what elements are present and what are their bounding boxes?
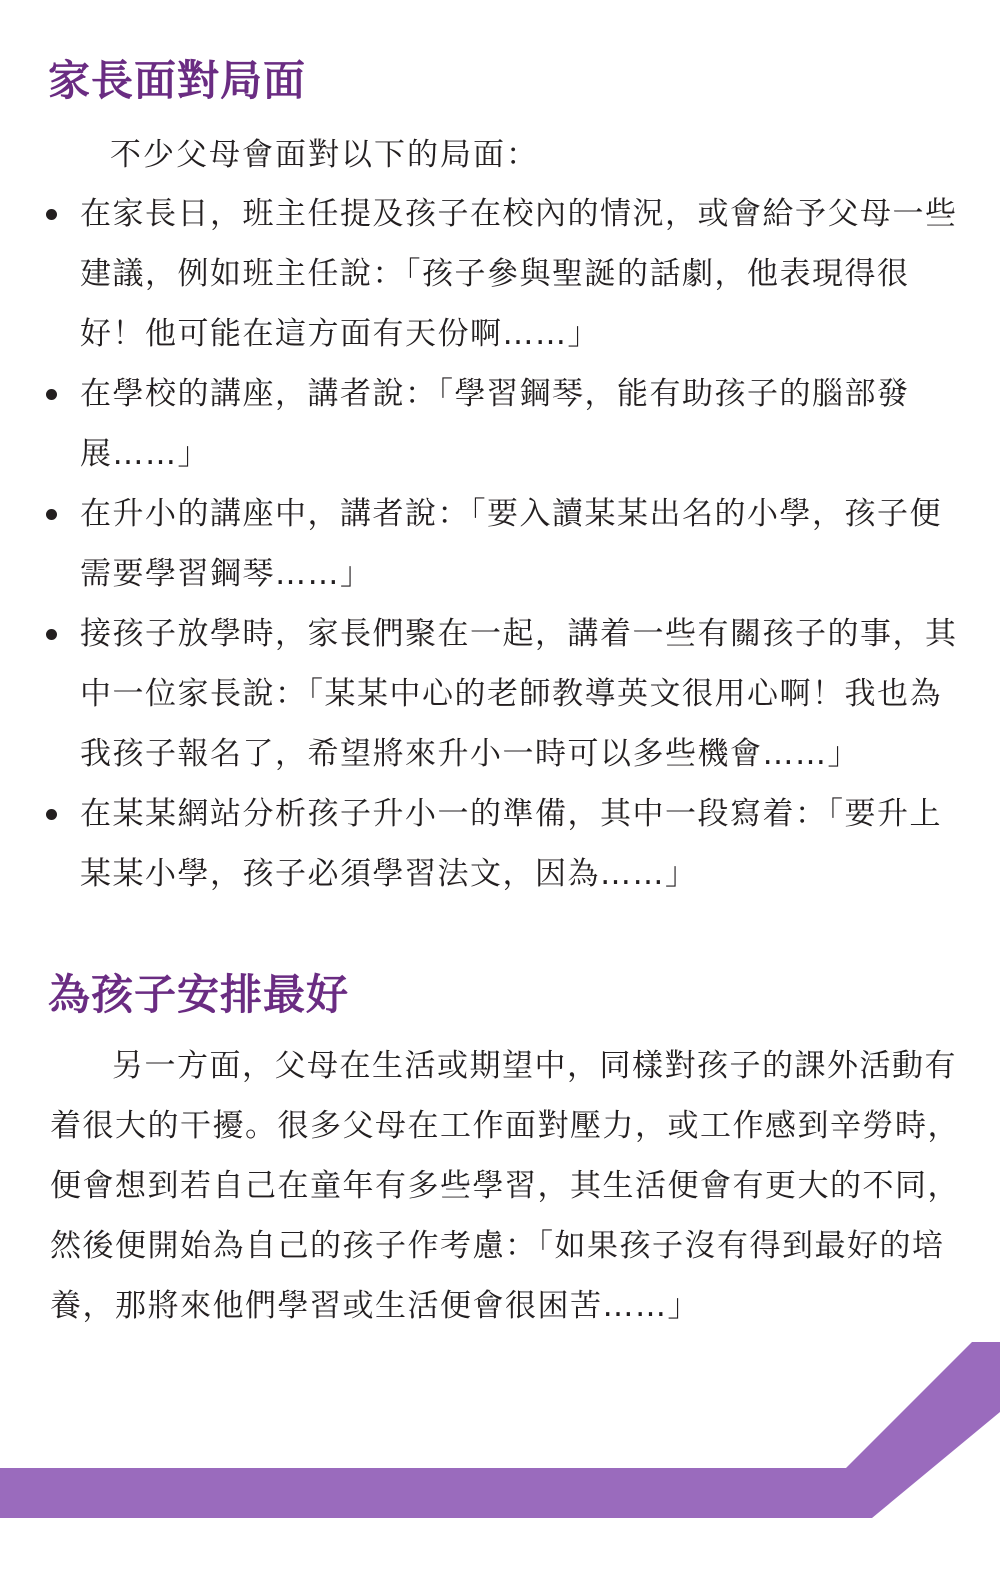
section-heading-parents-situations: 家長面對局面 xyxy=(48,56,307,105)
bullet-line: 需要學習鋼琴……」 xyxy=(80,556,373,592)
bullet-line: 中一位家長說：「某某中心的老師教導英文很用心啊！我也為 xyxy=(80,676,942,712)
bullet-line: 在升小的講座中，講者說：「要入讀某某出名的小學，孩子便 xyxy=(80,496,942,532)
bullet-line: 在學校的講座，講者說：「學習鋼琴，能有助孩子的腦部發 xyxy=(80,376,910,412)
paragraph-line: 着很大的干擾。很多父母在工作面對壓力，或工作感到辛勞時， xyxy=(50,1108,960,1144)
bullet-line: 建議，例如班主任說：「孩子參與聖誕的話劇，他表現得很 xyxy=(80,256,910,292)
bullet-line: 某某小學，孩子必須學習法文，因為……」 xyxy=(80,856,698,892)
bullet-line: 在家長日，班主任提及孩子在校內的情況，或會給予父母一些 xyxy=(80,196,958,232)
paragraph-line: 然後便開始為自己的孩子作考慮：「如果孩子沒有得到最好的培 xyxy=(50,1228,945,1264)
paragraph-line: 另一方面，父母在生活或期望中，同樣對孩子的課外活動有 xyxy=(112,1048,957,1084)
bullet-line: 好！他可能在這方面有天份啊……」 xyxy=(80,316,600,352)
paragraph-line: 便會想到若自己在童年有多些學習，其生活便會有更大的不同， xyxy=(50,1168,960,1204)
purple-band xyxy=(0,1342,1000,1518)
section-heading-arrange-best: 為孩子安排最好 xyxy=(48,970,350,1019)
bullet-line: 我孩子報名了，希望將來升小一時可以多些機會……」 xyxy=(80,736,860,772)
bullet-line: 在某某網站分析孩子升小一的準備，其中一段寫着：「要升上 xyxy=(80,796,942,832)
intro-text: 不少父母會面對以下的局面： xyxy=(110,137,539,173)
bullet-line: 接孩子放學時，家長們聚在一起，講着一些有關孩子的事，其 xyxy=(80,616,958,652)
paragraph-line: 養，那將來他們學習或生活便會很困苦……」 xyxy=(50,1288,700,1324)
bullet-line: 展……」 xyxy=(80,436,210,472)
